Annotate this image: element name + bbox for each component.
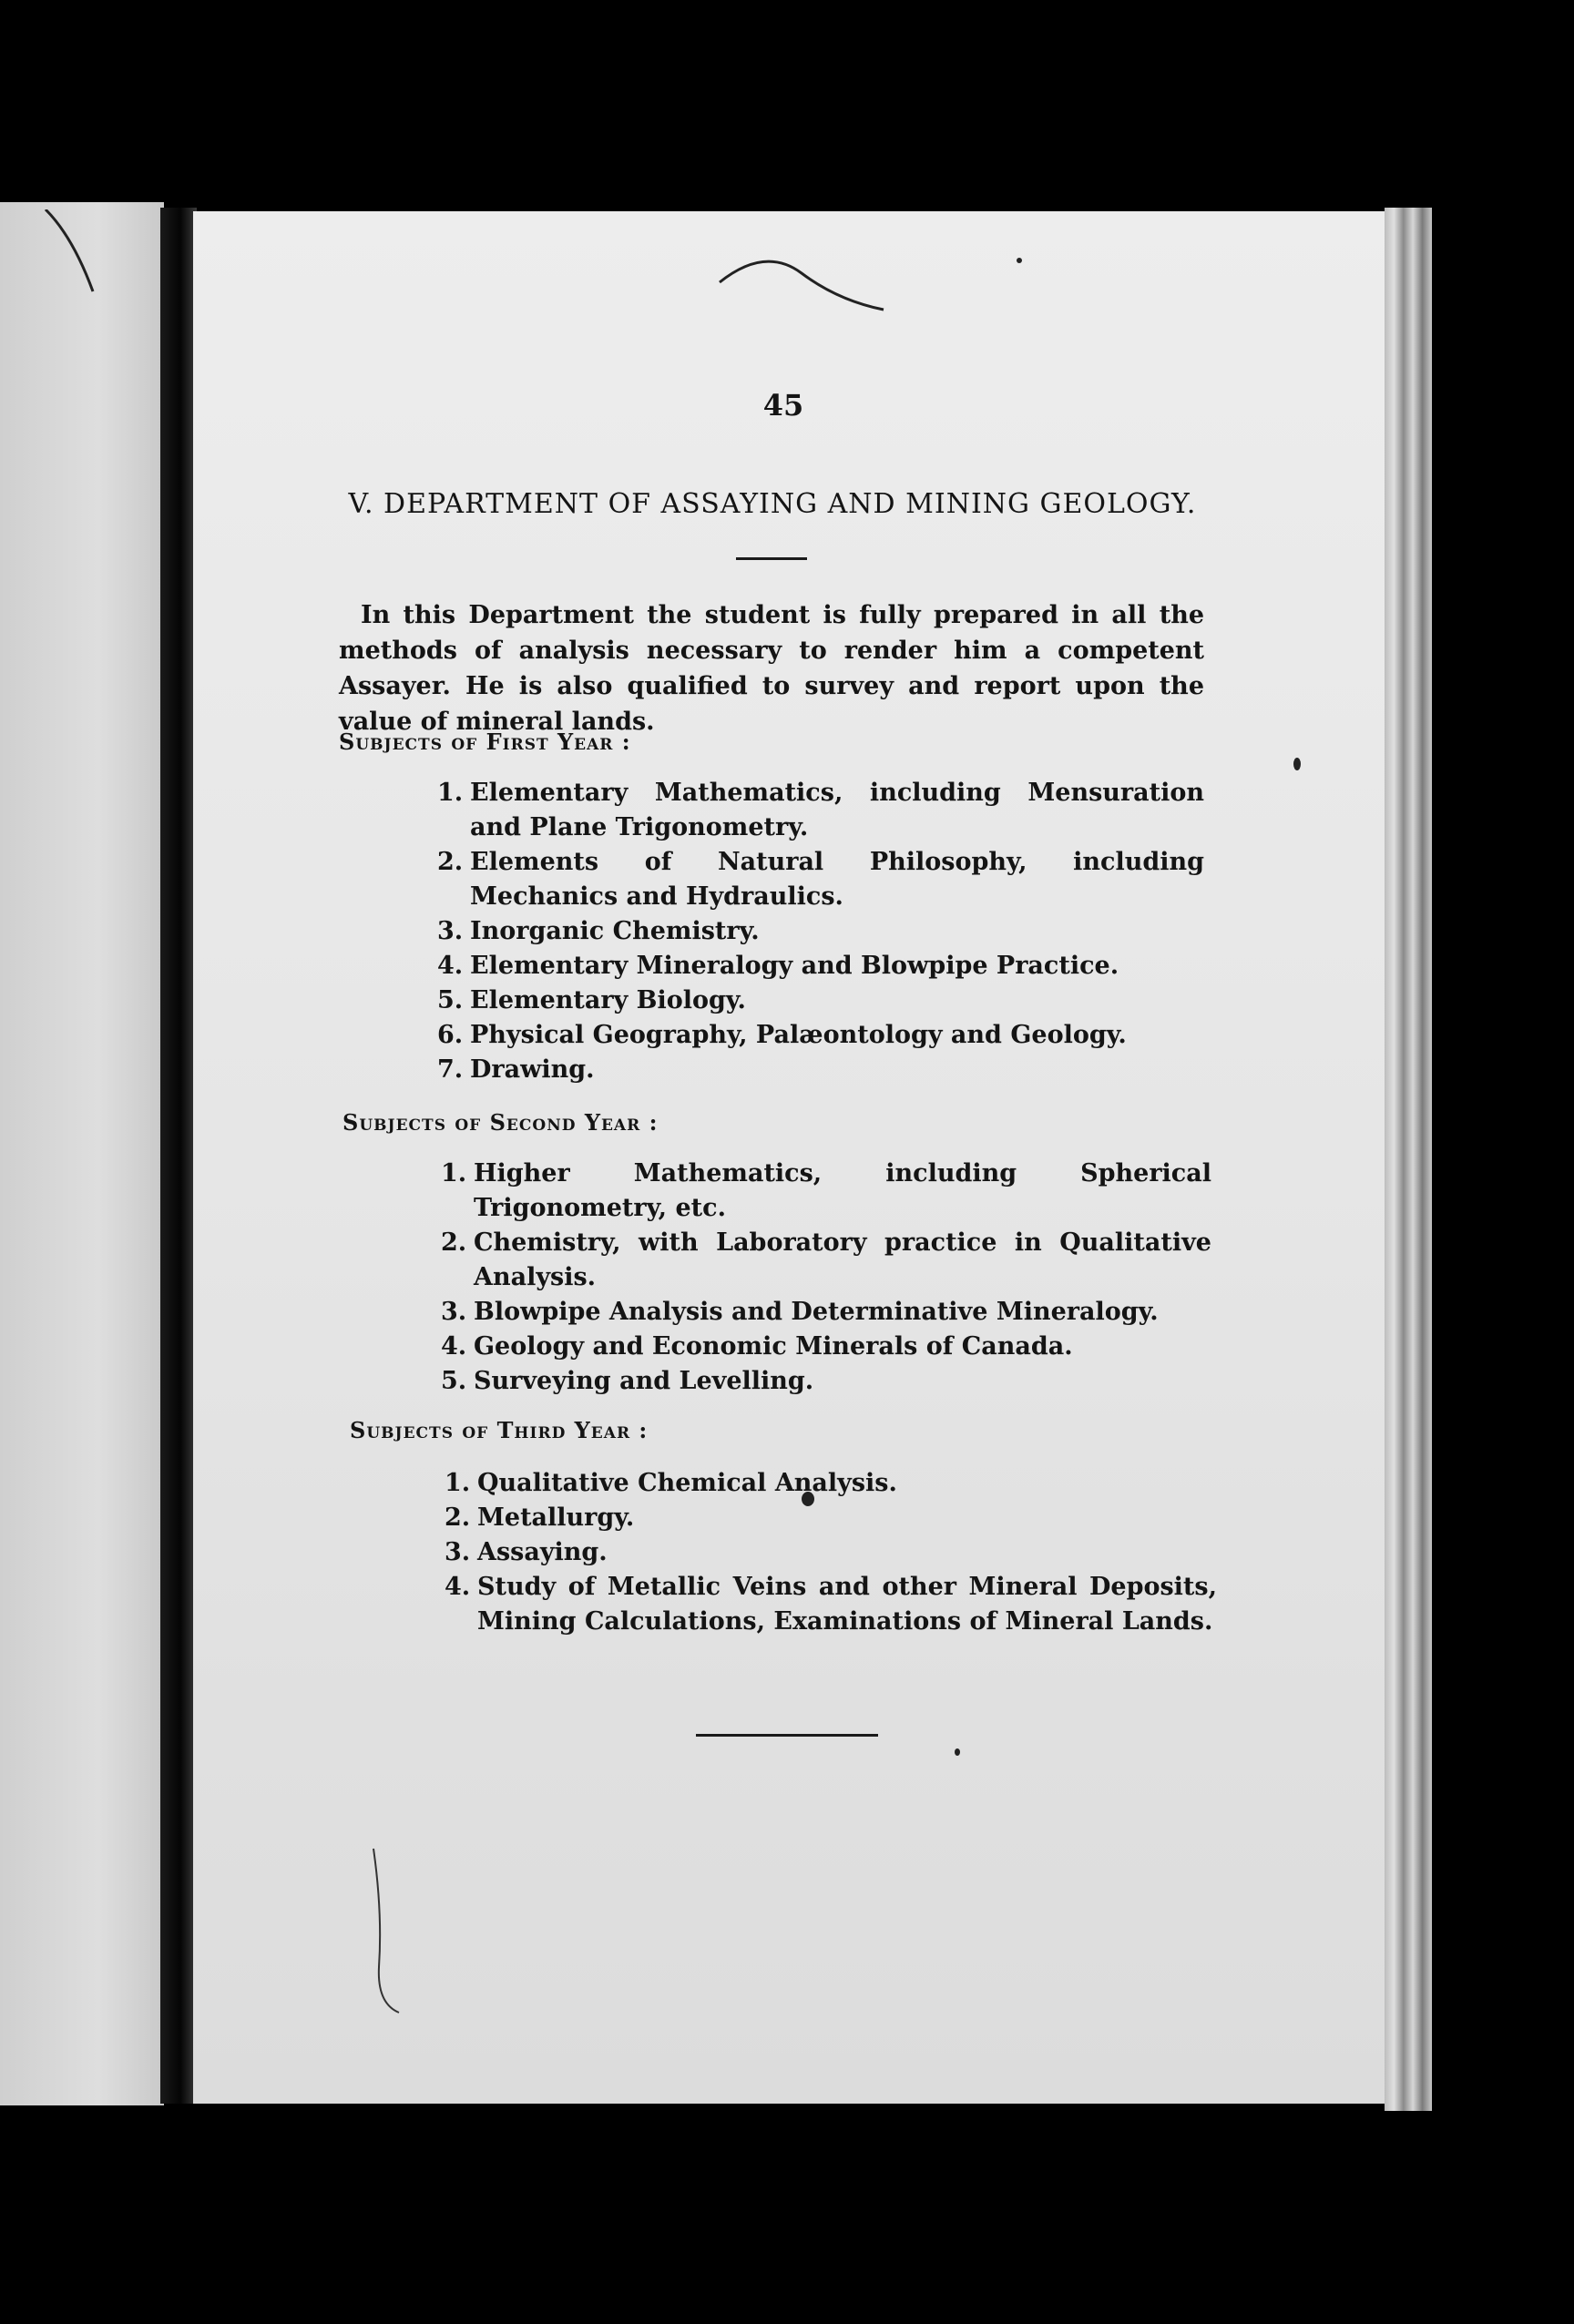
- list-item: 3. Assaying.: [445, 1538, 608, 1566]
- list-item: 4. Elementary Mineralogy and Blowpipe Practice.: [437, 952, 1119, 980]
- list-item: 5. Elementary Biology.: [437, 986, 746, 1014]
- ink-mark: [710, 246, 893, 319]
- end-rule: [696, 1734, 878, 1737]
- intro-paragraph: [339, 597, 1204, 739]
- list-item: 2. Elements of Natural Philosophy, including Mechanics and Hydraulics.: [437, 848, 1204, 911]
- speck: [1293, 758, 1301, 770]
- section-heading-second-year: Subjects of Second Year :: [342, 1109, 659, 1136]
- page-curl-mark: [36, 209, 109, 319]
- speck: [955, 1748, 960, 1756]
- page-edges: [1385, 208, 1432, 2111]
- list-item: 1. Qualitative Chemical Analysis.: [445, 1469, 897, 1497]
- list-item: 2. Chemistry, with Laboratory practice in Qualitative Analysis.: [441, 1228, 1211, 1291]
- list-item: 4. Geology and Economic Minerals of Canada.: [441, 1332, 1073, 1361]
- list-item: 3. Blowpipe Analysis and Determinative Mineralogy.: [441, 1298, 1159, 1326]
- facing-page: [0, 202, 164, 2105]
- third-year-list: [445, 1466, 1217, 1639]
- list-item: 2. Metallurgy.: [445, 1503, 635, 1532]
- section-heading-third-year: Subjects of Third Year :: [350, 1417, 649, 1443]
- section-heading-first-year: Subjects of First Year :: [339, 729, 631, 755]
- department-title: V. DEPARTMENT OF ASSAYING AND MINING GEOLOGY.: [348, 488, 1197, 520]
- list-item: 1. Higher Mathematics, including Spherical Trigonometry, etc.: [441, 1159, 1211, 1222]
- page-number: 45: [762, 388, 804, 423]
- list-item: 1. Elementary Mathematics, including Mensuration and Plane Trigonometry.: [437, 779, 1204, 841]
- speck: [1017, 258, 1022, 263]
- first-year-list: [437, 776, 1204, 1087]
- book-spine: [160, 208, 197, 2104]
- list-item: 5. Surveying and Levelling.: [441, 1367, 814, 1395]
- second-year-list: [441, 1157, 1211, 1399]
- title-rule: [736, 557, 807, 560]
- ink-mark: [355, 1840, 428, 2022]
- list-item: 7. Drawing.: [437, 1055, 595, 1084]
- list-item: 3. Inorganic Chemistry.: [437, 917, 760, 945]
- list-item: 6. Physical Geography, Palæontology and Geology.: [437, 1021, 1127, 1049]
- list-item: 4. Study of Metallic Veins and other Mineral Deposits, Mining Calculations, Examinations of Mineral Lands.: [445, 1573, 1217, 1636]
- intro-text: In this Department the student is fully prepared in all the methods of analysis necessary to render him a competent Assayer. He is also qualified to survey and report upon the value of mineral lands.: [339, 601, 1204, 736]
